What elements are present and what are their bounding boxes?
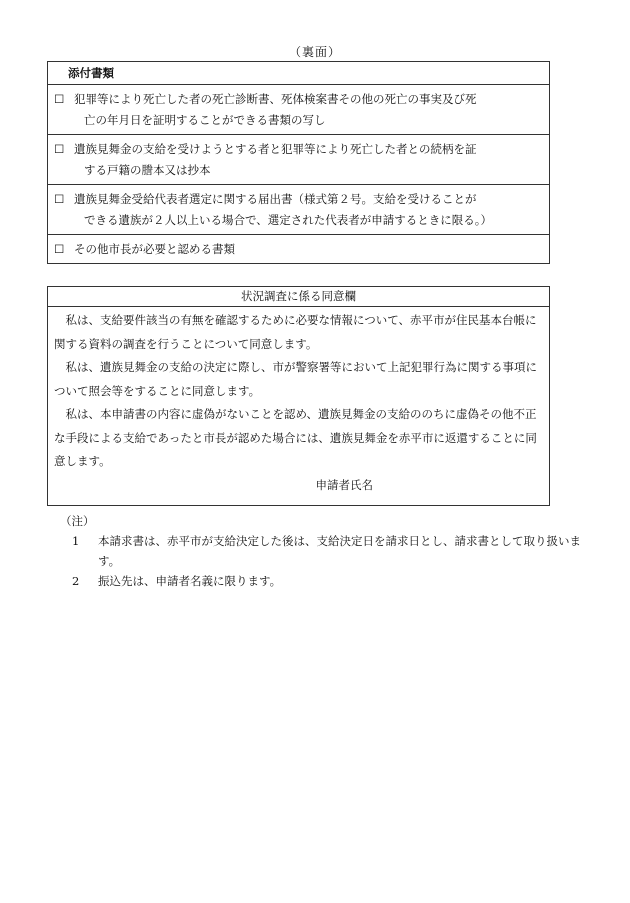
checkbox-icon[interactable]: ☐ — [54, 92, 65, 106]
attachment-item-line1: 犯罪等により死亡した者の死亡診断書、死体検案書その他の死亡の事実及び死 — [74, 92, 477, 106]
notes-section — [50, 511, 590, 591]
attachments-table — [47, 61, 550, 264]
attachment-item — [48, 85, 549, 135]
applicant-name-label: 申請者氏名 — [315, 477, 373, 492]
attachment-item-line2: できる遺族が２人以上いる場合で、選定された代表者が申請するときに限る。） — [84, 213, 493, 227]
attachments-heading: 添付書類 — [48, 62, 549, 85]
note-text: 本請求書は、赤平市が支給決定した後は、支給決定日を請求日とし、請求書として取り扱います。 — [98, 534, 581, 568]
attachment-item — [48, 185, 549, 235]
consent-box — [47, 286, 550, 506]
consent-paragraph: 私は、遺族見舞金の支給の決定に際し、市が警察署等において上記犯罪行為に関する事項について照会等をすることに同意します。 — [54, 360, 537, 398]
attachment-item-line2: 亡の年月日を証明することができる書類の写し — [84, 113, 326, 127]
attachment-item-line1: 遺族見舞金の支給を受けようとする者と犯罪等により死亡した者との続柄を証 — [74, 142, 477, 156]
consent-body — [48, 307, 549, 497]
checkbox-icon[interactable]: ☐ — [54, 242, 65, 256]
attachment-item-line2: する戸籍の謄本又は抄本 — [84, 163, 211, 177]
page-title: （裏面） — [288, 45, 341, 59]
note-text: 振込先は、申請者名義に限ります。 — [98, 574, 282, 588]
attachment-item-line1: その他市長が必要と認める書類 — [74, 242, 235, 256]
note-number: 2 — [72, 574, 80, 588]
notes-label: （注） — [60, 514, 95, 528]
checkbox-icon[interactable]: ☐ — [54, 192, 65, 206]
attachment-item — [48, 135, 549, 185]
attachment-item-line1: 遺族見舞金受給代表者選定に関する届出書（様式第２号。支給を受けることが — [74, 192, 477, 206]
checkbox-icon[interactable]: ☐ — [54, 142, 65, 156]
attachment-item — [48, 235, 549, 263]
note-item — [50, 531, 590, 571]
consent-heading: 状況調査に係る同意欄 — [48, 287, 549, 307]
consent-paragraph: 私は、支給要件該当の有無を確認するために必要な情報について、赤平市が住民基本台帳に関する資料の調査を行うことについて同意します。 — [54, 313, 537, 351]
consent-paragraph: 私は、本申請書の内容に虚偽がないことを認め、遺族見舞金の支給ののちに虚偽その他不正な手段による支給であったと市長が認めた場合には、遺族見舞金を赤平市に返還することに同意します。 — [54, 407, 537, 468]
note-number: 1 — [72, 534, 80, 548]
note-item — [50, 571, 590, 591]
